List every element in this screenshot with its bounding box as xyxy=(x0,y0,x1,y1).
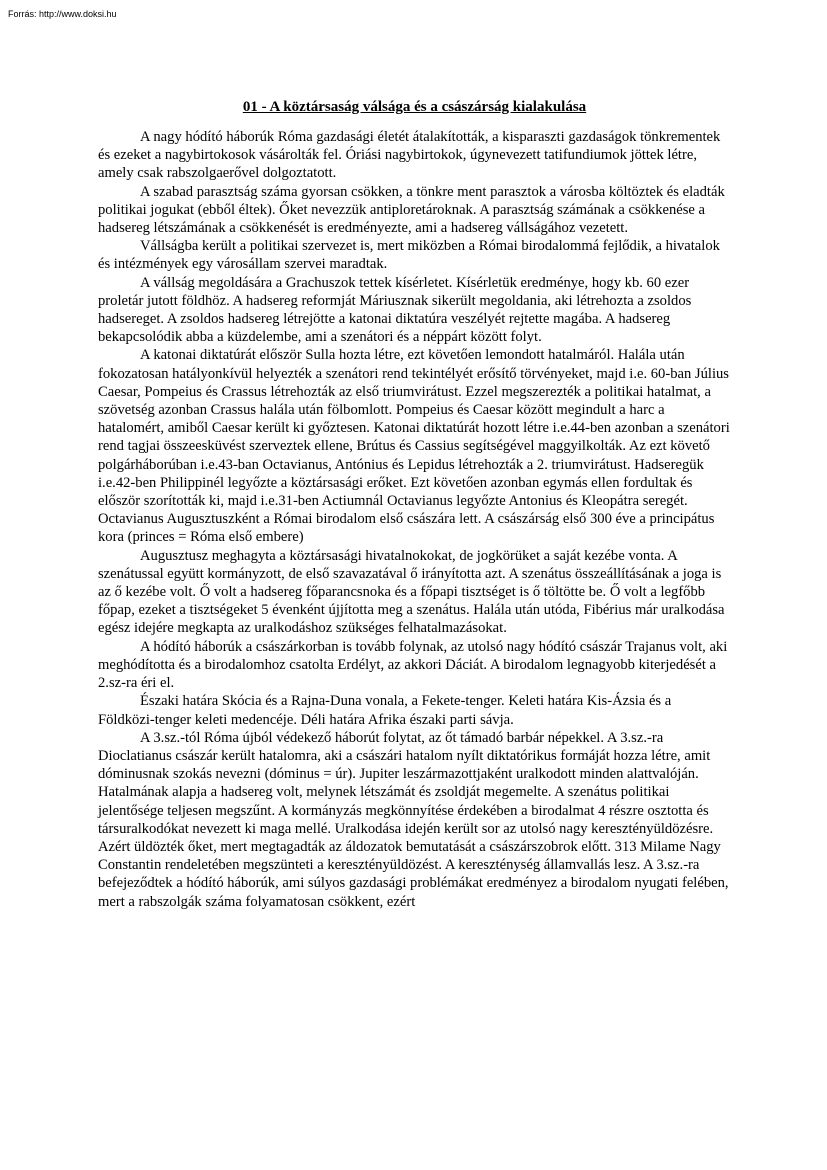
paragraph-2: A szabad parasztság száma gyorsan csökken, a tönkre ment parasztok a városba költöztek és eladták politikai jogukat (ebből éltek). Őket nevezzük antiploretároknak. A parasztság számának a csökkenése a hadsereg létszámának a csökkenését is eredményezte, ami a hadsereg vállságához vezetett. xyxy=(98,183,725,237)
paragraph-4: A vállság megoldására a Grachuszok tettek kísérletet. Kísérletük eredménye, hogy kb. 60 ezer proletár jutott földhöz. A hadsereg reformját Máriusznak sikerült megoldania, aki létrehozta a zsoldos hadsereget. A zsoldos hadsereg létrejötte a katonai diktatúra veszélyét rejtette magába. A hadsereg bekapcsolódik abba a küzdelembe, ami a szenátori és a néppárt között folyt. xyxy=(98,274,692,346)
paragraph-3: Vállságba került a politikai szervezet is, mert miközben a Római birodalommá fejlődik, a hivatalok és intézmények egy városállam szervei maradtak. xyxy=(98,238,720,273)
source-label: Forrás: http://www.doksi.hu xyxy=(8,9,117,19)
paragraph-7: A hódító háborúk a császárkorban is tovább folynak, az utolsó nagy hódító császár Trajanus volt, aki meghódította és a birodalomhoz csatolta Erdélyt, az akkori Dáciát. A birodalom legnagyobb kiterjedését a 2.sz-ra éri el. xyxy=(98,638,728,692)
paragraph-6: Augusztusz meghagyta a köztársasági hivatalnokokat, de jogkörüket a saját kezébe vonta. A szenátussal együtt kormányzott, de első szavazatával ő irányította azt. A szenátus összeállításának a joga is az ő kezébe volt. Ő volt a hadsereg főparancsnoka és a főpapi tisztséget is ő töltötte be. Ő volt a legfőbb főpap, ezeket a tisztségeket 5 évenként újjította meg a szenátus. Halála után utóda, Fibérius már uralkodása egész idejére megkapta az uralkodáshoz szükséges felhatalmazásokat. xyxy=(98,547,725,637)
paragraph-5: A katonai diktatúrát először Sulla hozta létre, ezt követően lemondott hatalmáról. Halála után fokozatosan hatályonkívül helyezték a szenátori rend tekintélyét erősítő törvényeket, majd i.e. 60-ban Július Caesar, Pompeius és Crassus létrehozták az első triumvirátust. Ezzel megszerezték a politikai hatalmat, a szövetség azonban Crassus halála után fölbomlott. Pompeius és Caesar között megindult a harc a hatalomért, amiből Caesar került ki győztesen. Katonai diktatúrát hozott létre i.e.44-ben azonban a szenátori rend tagjai összeesküvést szerveztek ellene, Brútus és Cassius segítségével maggyilkolták. Az ezt követő polgárháborúban i.e.43-ban Octavianus, Antónius és Lepidus létrehozták a 2. triumvirátust. Hadseregük i.e.42-ben Philippinél legyőzte a köztársasági erőket. Ezt követően azonban egymás ellen fordultak és először szorították ki, majd i.e.31-ben Actiumnál Octavianus legyőzte Antonius és Kleopátra seregét. Octavianus Augusztuszként a Római birodalom első császára lett. A császárság első 300 éve a principátus kora (princes = Róma első embere) xyxy=(98,347,730,546)
document-title: 01 - A köztársaság válsága és a császárság kialakulása xyxy=(242,99,587,115)
paragraph-8: Északi határa Skócia és a Rajna-Duna vonala, a Fekete-tenger. Keleti határa Kis-Ázsia és a Földközi-tenger keleti medencéje. Déli határa Afrika északi parti sávja. xyxy=(98,693,672,728)
paragraph-9: A 3.sz.-tól Róma újból védekező háborút folytat, az őt támadó barbár népekkel. A 3.sz.-ra Dioclatianus császár került hatalomra, aki a császári hatalom nyílt diktatórikus formáját hozza létre, amit dóminusnak szokás nevezni (dóminus = úr). Jupiter leszármazottjaként uralkodott minden alattvalóján. Hatalmának alapja a hadsereg volt, melynek létszámát és zsoldját megemelte. A szenátus politikai jelentősége teljesen megszűnt. A kormányzás megkönnyítése érdekében a birodalmat 4 részre osztotta és társuralkodókat nevezett ki maga mellé. Uralkodása idején került sor az utolsó nagy keresztényüldözésre. Azért üldözték őket, mert megtagadták az áldozatok bemutatását a császárszobrok előtt. 313 Milame Nagy Constantin rendeletében megszünteti a keresztényüldözést. A kereszténység államvallás lesz. A 3.sz.-ra befejeződtek a hódító háborúk, ami súlyos gazdasági problémákat eredményez a birodalom nyugati felében, mert a rabszolgák száma folyamatosan csökkent, ezért xyxy=(98,729,729,910)
paragraph-1: A nagy hódító háborúk Róma gazdasági életét átalakították, a kisparaszti gazdaságok tönkrementek és ezeket a nagybirtokosok vásárolták fel. Óriási nagybirtokok, úgynevezett tatifundiumok jöttek létre, amely csak rabszolgaerővel dolgoztatott. xyxy=(98,129,721,182)
document-page xyxy=(98,98,731,911)
